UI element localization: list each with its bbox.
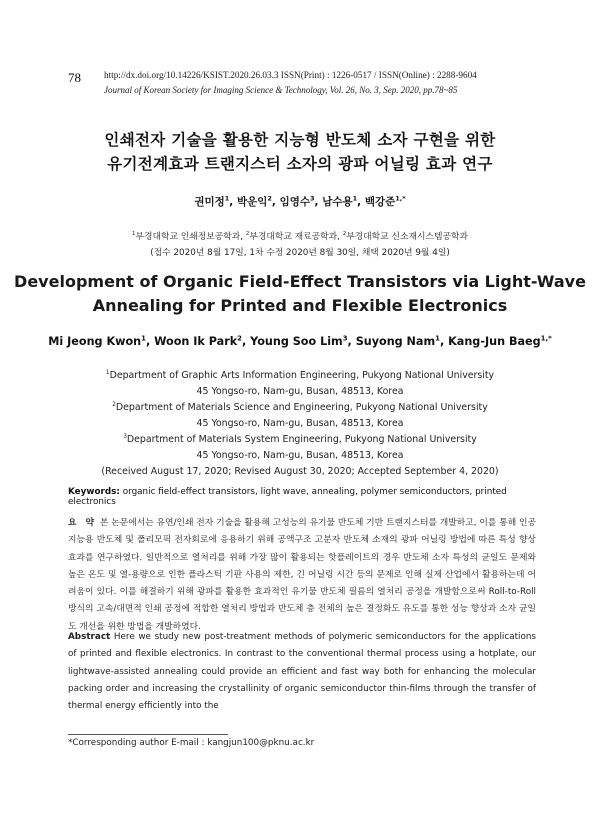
english-address-1: 45 Yongso-ro, Nam-gu, Busan, 48513, Korea: [196, 386, 404, 397]
author-name: Young Soo Lim: [250, 335, 343, 348]
author-name: Mi Jeong Kwon: [48, 335, 142, 348]
author-sup: 2: [237, 334, 242, 343]
author-separator: ,: [347, 335, 356, 348]
author-separator: ,: [145, 335, 155, 348]
author-sup: 1: [141, 334, 146, 343]
author-name: 임영수: [279, 196, 311, 208]
korean-title-line-2: 유기전계효과 트랜지스터 소자의 광파 어닐링 효과 연구: [107, 155, 493, 173]
english-title-line-1: Development of Organic Field-Effect Transistors via Light-Wave: [14, 272, 586, 291]
author-name: 박운익: [236, 196, 268, 208]
affil-sup: 1: [132, 231, 136, 238]
english-abstract-label: Abstract: [68, 632, 111, 642]
english-affiliation-3: [0, 434, 600, 445]
author-separator: ,: [271, 196, 280, 208]
korean-abstract: [68, 515, 536, 636]
keywords: [68, 487, 538, 507]
affiliation: 부경대학교 인쇄정보공학과,: [135, 232, 246, 242]
footnote-rule: [68, 734, 228, 735]
affiliation: Department of Materials Science and Engineering, Pukyong National University: [115, 402, 488, 413]
english-title-line-2: Annealing for Printed and Flexible Electronics: [92, 296, 508, 315]
journal-citation-line: Journal of Korean Society for Imaging Science & Technology, Vol. 26, No. 3, Sep. 2020, pp.78~85: [104, 85, 458, 95]
affil-sup: 3: [123, 433, 127, 440]
english-dates: (Received August 17, 2020; Revised August 30, 2020; Accepted September 4, 2020): [101, 466, 499, 477]
affiliation: 부경대학교 신소재시스템공학과: [346, 232, 468, 242]
english-affiliation-2: [0, 402, 600, 413]
affiliation: Department of Materials System Engineering, Pukyong National University: [126, 434, 477, 445]
english-address-2: 45 Yongso-ro, Nam-gu, Busan, 48513, Korea: [196, 418, 404, 429]
author-sup: 1: [435, 334, 440, 343]
author-sup: 1: [352, 194, 358, 203]
author-name: 백강준: [364, 196, 396, 208]
author-separator: ,: [242, 335, 251, 348]
author-separator: ,: [439, 335, 449, 348]
english-abstract-text: Here we study new post-treatment methods of polymeric semiconductors for the applications of printed and flexible electronics. In contrast to the conventional thermal process using a hotplate, our lightwave-assisted annealing could provide an efficient and fast way both for enhancing the molecular packing order and increasing the crystallinity of organic semiconductor thin-films through the transfer of thermal energy efficiently into the: [68, 632, 536, 712]
korean-affiliations: [0, 229, 600, 242]
author-sup: 1,*: [540, 334, 552, 343]
author-separator: ,: [314, 196, 323, 208]
keywords-text: organic field-effect transistors, light wave, annealing, polymer semiconductors, printed electronics: [68, 487, 507, 507]
korean-title-line-1: 인쇄전자 기술을 활용한 지능형 반도체 소자 구현을 위한: [104, 131, 496, 149]
english-authors: [0, 335, 600, 348]
author-separator: ,: [229, 196, 237, 208]
author-name: 권미정: [194, 196, 225, 208]
corresponding-author-footnote: *Corresponding author E-mail : kangjun100@pknu.ac.kr: [68, 738, 315, 748]
korean-authors: [0, 194, 600, 209]
keywords-label: Keywords:: [68, 487, 120, 497]
korean-abstract-label: 요 약: [68, 518, 98, 528]
author-sup: 3: [310, 194, 315, 203]
english-address-3: 45 Yongso-ro, Nam-gu, Busan, 48513, Korea: [196, 450, 404, 461]
doi-issn-line: http://dx.doi.org/10.14226/KSIST.2020.26.03.3 ISSN(Print) : 1226-0517 / ISSN(Online) : 2288-9604: [104, 70, 477, 80]
affil-sup: 2: [112, 401, 116, 408]
author-name: Kang-Jun Baeg: [448, 335, 541, 348]
english-affiliation-1: [0, 370, 600, 381]
affiliation: Department of Graphic Arts Information Engineering, Pukyong National University: [109, 370, 495, 381]
author-sup: 1,*: [395, 194, 406, 203]
affil-sup: 1: [105, 369, 110, 376]
affiliation: 부경대학교 재료공학과,: [249, 232, 343, 242]
author-name: 남수용: [322, 196, 353, 208]
author-name: Woon Ik Park: [154, 335, 238, 348]
author-sup: 1: [224, 194, 230, 203]
korean-abstract-text: 본 논문에서는 유연/인쇄 전자 기술을 활용해 고성능의 유기물 반도체 기반 트랜지스터를 개발하고, 이를 통해 인공지능용 반도체 및 폴리모픽 전자회로에 응용하기 위해 공액구조 고분자 반도체 소재의 광파 어닐링 방법에 따른 특성 향상 효과를 연구하였다. 일반적으로 열처리를 위해 가장 많이 활용되는 핫플레이트의 경우 반도체 소자 특성의 균일도 문제와 높은 온도 및 열-용량으로 인한 플라스틱 기판 사용의 제한, 긴 어닐링 시간 등의 문제로 인해 실제 산업에서 활용하는데 어려움이 있다. 이를 해결하기 위해 광파를 활용한 효과적인 유기물 반도체 필름의 열처리 공정을 개발함으로써 Roll-to-Roll 방식의 고속/대면적 인쇄 공정에 적합한 열처리 방법과 반도체 층 전체의 높은 결정화도 유도를 통한 성능 향상과 소자 균일도 개선을 위한 방법을 개발하였다.: [68, 518, 537, 632]
author-separator: ,: [357, 196, 365, 208]
korean-dates: (접수 2020년 8월 17일, 1차 수정 2020년 8월 30일, 채택 2020년 9월 4일): [150, 248, 450, 258]
author-sup: 2: [267, 194, 272, 203]
page-number: 78: [68, 70, 81, 85]
author-name: Suyong Nam: [355, 335, 436, 348]
affil-sup: 2: [342, 231, 347, 238]
author-sup: 3: [342, 334, 348, 343]
affil-sup: 2: [245, 231, 250, 238]
english-abstract: [68, 629, 536, 715]
